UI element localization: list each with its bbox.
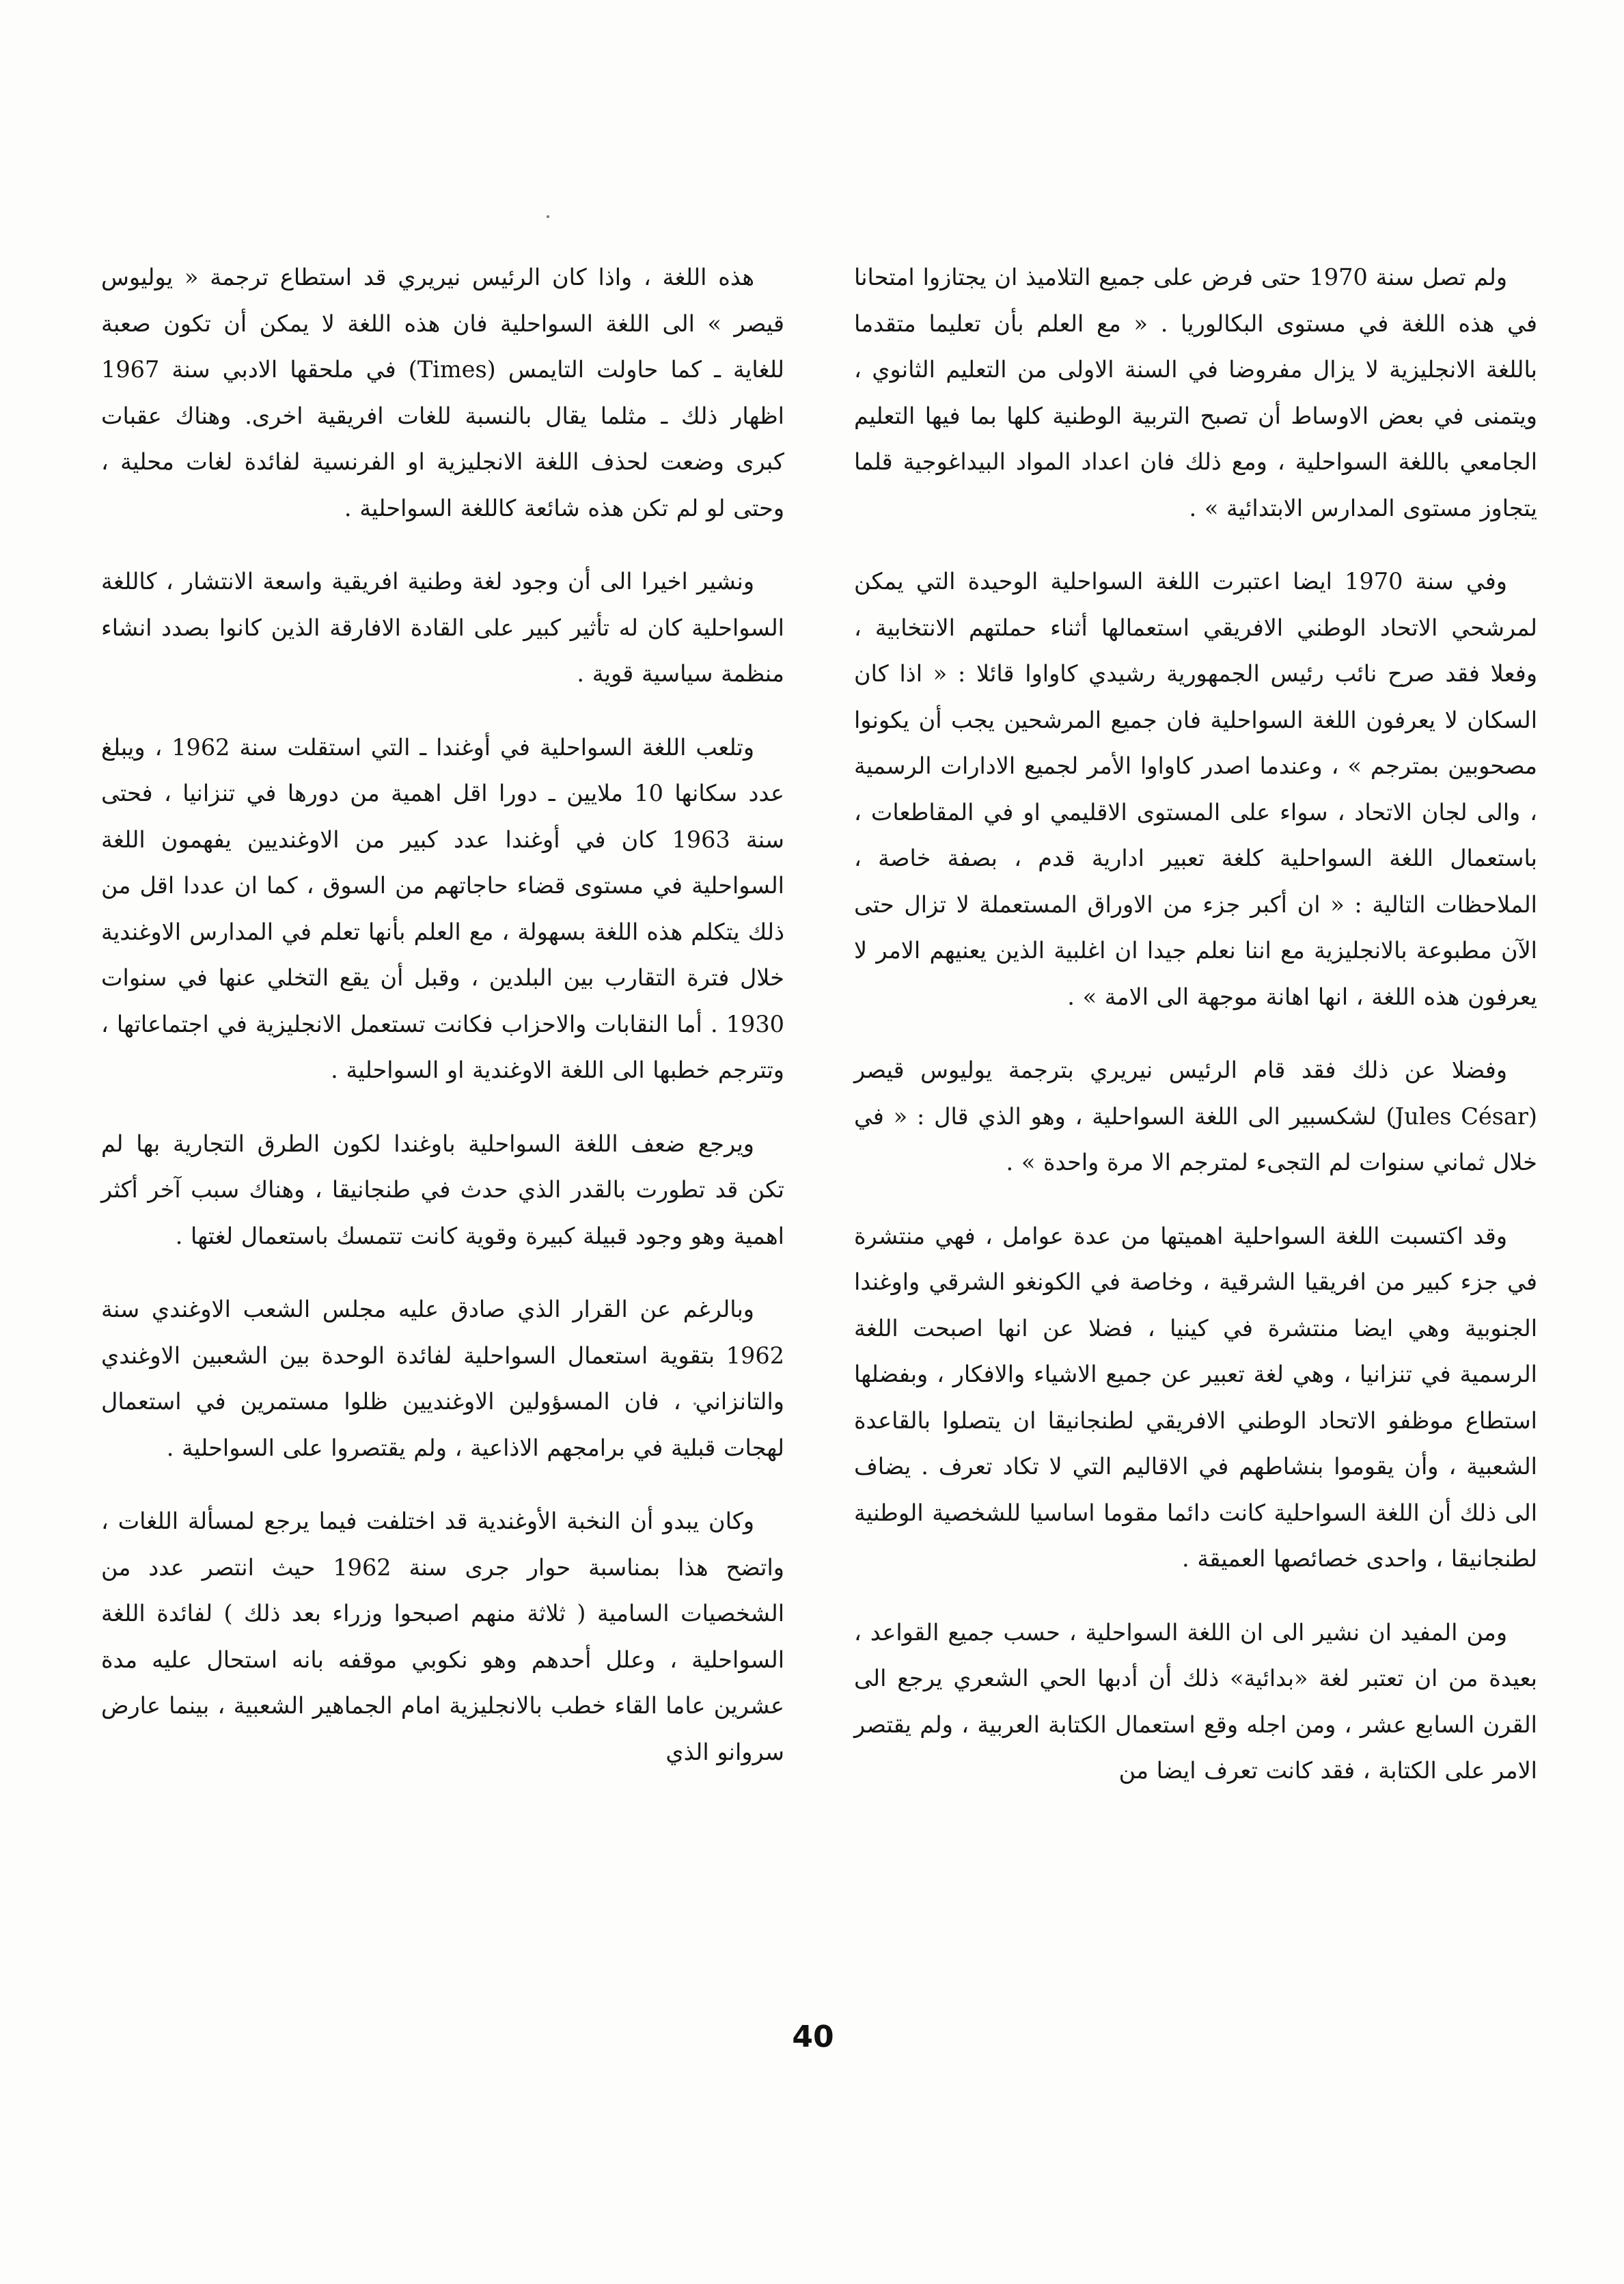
- paragraph: وكان يبدو أن النخبة الأوغندية قد اختلفت فيما يرجع لمسألة اللغات ، واتضح هذا بمناسبة حوار جرى سنة 1962 حيث انتصر عدد من الشخصيات السامية ( ثلاثة منهم اصبحوا وزراء بعد ذلك ) لفائدة اللغة السواحلية ، وعلل أحدهم وهو نكوبي موقفه بانه استحال عليه مدة عشرين عاما القاء خطب بالانجليزية امام الجماهير الشعبية ، بينما عارض سروانو الذي: [101, 1508, 784, 1765]
- paragraph: ونشير اخيرا الى أن وجود لغة وطنية افريقية واسعة الانتشار ، كاللغة السواحلية كان له تأثير كبير على القادة الافارقة الذين كانوا بصدد انشاء منظمة سياسية قوية .: [101, 568, 784, 687]
- paragraph: ومن المفيد ان نشير الى ان اللغة السواحلية ، حسب جميع القواعد ، بعيدة من ان تعتبر لغة «بدائية» ذلك أن أدبها الحي الشعري يرجع الى القرن السابع عشر ، ومن اجله وقع استعمال الكتابة العربية ، ولم يقتصر الامر على الكتابة ، فقد كانت تعرف ايضا من: [854, 1618, 1537, 1784]
- paragraph: وفضلا عن ذلك فقد قام الرئيس نيريري بترجمة يوليوس قيصر (Jules César) لشكسبير الى اللغة السواحلية ، وهو الذي قال : « في خلال ثماني سنوات لم التجىء لمترجم الا مرة واحدة » .: [854, 1057, 1537, 1175]
- left-text-column: [101, 254, 784, 1802]
- page-number: 40: [792, 2020, 834, 2054]
- paragraph: وتلعب اللغة السواحلية في أوغندا ـ التي استقلت سنة 1962 ، ويبلغ عدد سكانها 10 ملايين ـ دورا اقل اهمية من دورها في تنزانيا ، فحتى سنة 1963 كان في أوغندا عدد كبير من الاوغنديين يفهمون اللغة السواحلية في مستوى قضاء حاجاتهم من السوق ، كما ان عددا اقل من ذلك يتكلم هذه اللغة بسهولة ، مع العلم بأنها تعلم في المدارس الاوغندية خلال فترة التقارب بين البلدين ، وقبل أن يقع التخلي عنها في سنوات 1930 . أما النقابات والاحزاب فكانت تستعمل الانجليزية في اجتماعاتها ، وتترجم خطبها الى اللغة الاوغندية او السواحلية .: [101, 733, 784, 1083]
- paragraph: ويرجع ضعف اللغة السواحلية باوغندا لكون الطرق التجارية بها لم تكن قد تطورت بالقدر الذي حدث في طنجانيقا ، وهناك سبب آخر أكثر اهمية وهو وجود قبيلة كبيرة وقوية كانت تتمسك باستعمال لغتها .: [101, 1130, 784, 1249]
- paragraph: وبالرغم عن القرار الذي صادق عليه مجلس الشعب الاوغندي سنة 1962 بتقوية استعمال السواحلية لفائدة الوحدة بين الشعبين الاوغندي والتانزاني ، فان المسؤولين الاوغنديين ظلوا مستمرين في استعمال لهجات قبلية في برامجهم الاذاعية ، ولم يقتصروا على السواحلية .: [101, 1296, 784, 1461]
- paragraph: ولم تصل سنة 1970 حتى فرض على جميع التلاميذ ان يجتازوا امتحانا في هذه اللغة في مستوى البكالوريا . « مع العلم بأن تعليما متقدما باللغة الانجليزية لا يزال مفروضا في السنة الاولى من التعليم الثانوي ، ويتمنى في بعض الاوساط أن تصبح التربية الوطنية كلها بما فيها التعليم الجامعي باللغة السواحلية ، ومع ذلك فان اعداد المواد البيداغوجية قلما يتجاوز مستوى المدارس الابتدائية » .: [854, 264, 1537, 521]
- paragraph: وقد اكتسبت اللغة السواحلية اهميتها من عدة عوامل ، فهي منتشرة في جزء كبير من افريقيا الشرقية ، وخاصة في الكونغو الشرقي واوغندا الجنوبية وهي ايضا منتشرة في كينيا ، فضلا عن انها اصبحت اللغة الرسمية في تنزانيا ، وهي لغة تعبير عن جميع الاشياء والافكار ، وبفضلها استطاع موظفو الاتحاد الوطني الافريقي لطنجانيقا ان يتصلوا بالقاعدة الشعبية ، وأن يقوموا بنشاطهم في الاقاليم التي لا تكاد تعرف . يضاف الى ذلك أن اللغة السواحلية كانت دائما مقوما اساسيا للشخصية الوطنية لطنجانيقا ، واحدى خصائصها العميقة .: [854, 1222, 1537, 1572]
- right-text-column: [854, 254, 1537, 1821]
- scan-speck: [547, 215, 549, 218]
- paragraph: وفي سنة 1970 ايضا اعتبرت اللغة السواحلية الوحيدة التي يمكن لمرشحي الاتحاد الوطني الافريقي استعمالها أثناء حملتهم الانتخابية ، وفعلا فقد صرح نائب رئيس الجمهورية رشيدي كاواوا قائلا : « اذا كان السكان لا يعرفون اللغة السواحلية فان جميع المرشحين يجب أن يكونوا مصحوبين بمترجم » ، وعندما اصدر كاواوا الأمر لجميع الادارات الرسمية ، والى لجان الاتحاد ، سواء على المستوى الاقليمي او في المقاطعات ، باستعمال اللغة السواحلية كلغة تعبير ادارية قدم ، بصفة خاصة ، الملاحظات التالية : « ان أكبر جزء من الاوراق المستعملة لا تزال حتى الآن مطبوعة بالانجليزية مع اننا نعلم جيدا ان اغلبية الذين يعنيهم الامر لا يعرفون هذه اللغة ، انها اهانة موجهة الى الامة » .: [854, 568, 1537, 1010]
- paragraph: هذه اللغة ، واذا كان الرئيس نيريري قد استطاع ترجمة « يوليوس قيصر » الى اللغة السواحلية فان هذه اللغة لا يمكن أن تكون صعبة للغاية ـ كما حاولت التايمس (Times) في ملحقها الادبي سنة 1967 اظهار ذلك ـ مثلما يقال بالنسبة للغات افريقية اخرى. وهناك عقبات كبرى وضعت لحذف اللغة الانجليزية او الفرنسية لفائدة لغات محلية ، وحتى لو لم تكن هذه شائعة كاللغة السواحلية .: [101, 264, 785, 521]
